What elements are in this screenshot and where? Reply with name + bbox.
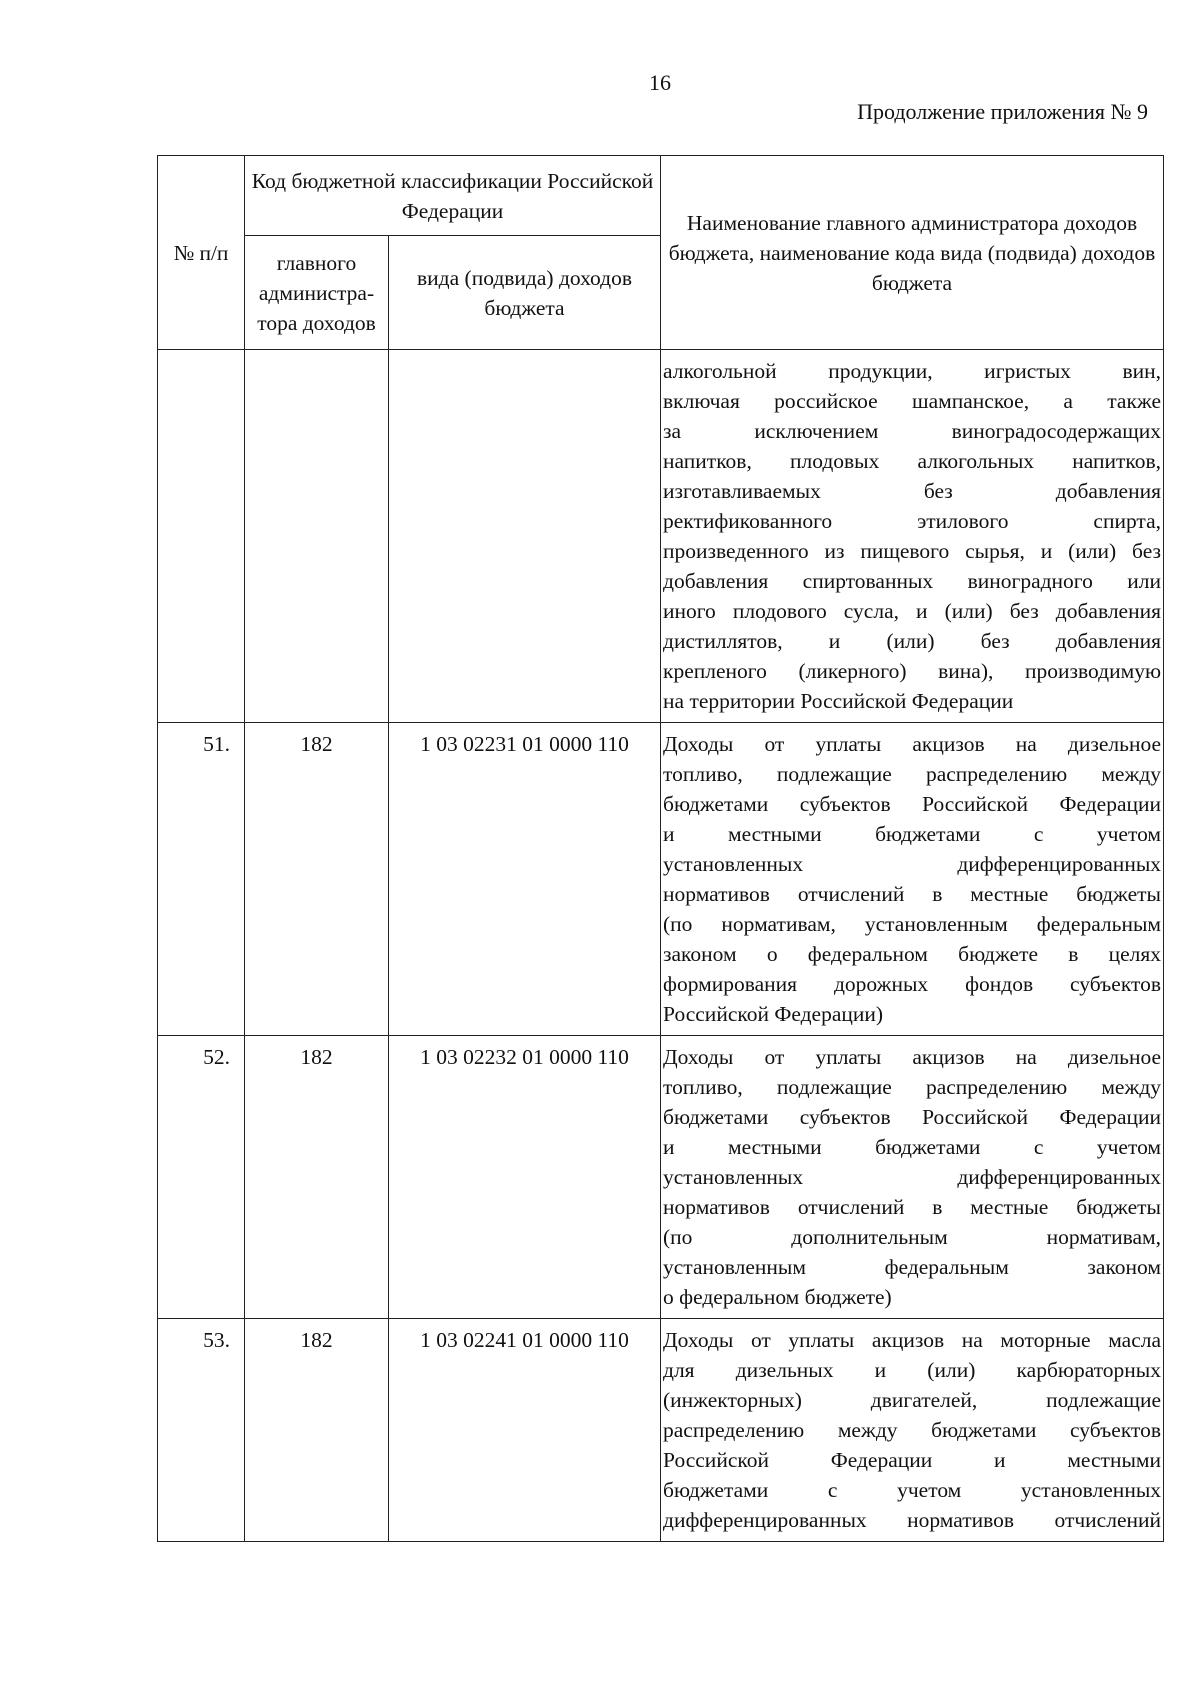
header-name: Наименование главного администратора доходов бюджета, наименование кода вида (подвида) доходов бюджета xyxy=(661,156,1164,350)
row-number-cell: 51. xyxy=(158,723,245,1036)
income-name-line: и местными бюджетами с учетом xyxy=(663,1135,1162,1159)
income-name-line: добавления спиртованных виноградного или xyxy=(663,569,1162,593)
income-kind-code-cell: 1 03 02241 01 0000 110 xyxy=(389,1319,661,1542)
income-name-line: напитков, плодовых алкогольных напитков, xyxy=(663,449,1162,473)
income-name-line: установленным федеральным законом xyxy=(663,1255,1162,1279)
income-name-line: Российской Федерации и местными xyxy=(663,1448,1162,1472)
income-name-line: включая российское шампанское, а также xyxy=(663,389,1162,413)
header-code-kind: вида (подвида) доходов бюджета xyxy=(389,236,661,350)
income-name-line: установленных дифференцированных xyxy=(663,852,1162,876)
admin-code-cell: 182 xyxy=(245,1319,389,1542)
income-name-line: Доходы от уплаты акцизов на дизельное xyxy=(663,1045,1162,1069)
income-name-line: алкогольной продукции, игристых вин, xyxy=(663,359,1162,383)
income-name-line: топливо, подлежащие распределению между xyxy=(663,762,1162,786)
admin-code-cell: 182 xyxy=(245,723,389,1036)
income-name-line: произведенного из пищевого сырья, и (или) без xyxy=(663,539,1162,563)
table-row xyxy=(158,1036,1164,1319)
income-name-line: крепленого (ликерного) вина), производимую xyxy=(663,659,1162,683)
income-name-cell xyxy=(661,723,1164,1036)
income-name-line: нормативов отчислений в местные бюджеты xyxy=(663,1195,1162,1219)
income-name-line: ректификованного этилового спирта, xyxy=(663,509,1162,533)
row-number-cell: 53. xyxy=(158,1319,245,1542)
income-name-line: для дизельных и (или) карбюраторных xyxy=(663,1358,1162,1382)
income-name-line: (инжекторных) двигателей, подлежащие xyxy=(663,1388,1162,1412)
income-kind-code-cell: 1 03 02231 01 0000 110 xyxy=(389,723,661,1036)
income-name-line: изготавливаемых без добавления xyxy=(663,479,1162,503)
income-name-line: распределению между бюджетами субъектов xyxy=(663,1418,1162,1442)
income-name-line: Российской Федерации) xyxy=(663,1002,884,1026)
income-name-cell xyxy=(661,1319,1164,1542)
budget-classification-table xyxy=(157,155,1164,1542)
income-name-line: иного плодового сусла, и (или) без добавления xyxy=(663,599,1162,623)
header-num: № п/п xyxy=(158,156,245,350)
income-name-line: за исключением виноградосодержащих xyxy=(663,419,1162,443)
row-number-cell xyxy=(158,350,245,723)
income-name-line: Доходы от уплаты акцизов на моторные масла xyxy=(663,1328,1162,1352)
income-name-cell xyxy=(661,1036,1164,1319)
table-row xyxy=(158,1319,1164,1542)
income-name-line: и местными бюджетами с учетом xyxy=(663,822,1162,846)
income-name-line: нормативов отчислений в местные бюджеты xyxy=(663,882,1162,906)
income-kind-code-cell: 1 03 02232 01 0000 110 xyxy=(389,1036,661,1319)
table-body xyxy=(158,350,1164,1542)
income-name-line: (по нормативам, установленным федеральным xyxy=(663,912,1162,936)
income-name-cell xyxy=(661,350,1164,723)
income-name-line: Доходы от уплаты акцизов на дизельное xyxy=(663,732,1162,756)
page-number: 16 xyxy=(649,70,671,95)
table-row xyxy=(158,723,1164,1036)
income-name-line: на территории Российской Федерации xyxy=(663,689,1014,713)
income-name-line: законом о федеральном бюджете в целях xyxy=(663,942,1162,966)
header-code-admin: главного администра-тора доходов xyxy=(245,236,389,350)
income-name-line: бюджетами субъектов Российской Федерации xyxy=(663,1105,1162,1129)
income-name-line: о федеральном бюджете) xyxy=(663,1285,892,1309)
row-number-cell: 52. xyxy=(158,1036,245,1319)
continuation-label: Продолжение приложения № 9 xyxy=(857,99,1148,124)
income-name-line: топливо, подлежащие распределению между xyxy=(663,1075,1162,1099)
income-name-line: установленных дифференцированных xyxy=(663,1165,1162,1189)
income-name-line: дифференцированных нормативов отчислений xyxy=(663,1508,1162,1532)
table-row xyxy=(158,350,1164,723)
income-name-line: (по дополнительным нормативам, xyxy=(663,1225,1162,1249)
admin-code-cell: 182 xyxy=(245,1036,389,1319)
income-name-line: формирования дорожных фондов субъектов xyxy=(663,972,1162,996)
admin-code-cell xyxy=(245,350,389,723)
income-kind-code-cell xyxy=(389,350,661,723)
income-name-line: бюджетами субъектов Российской Федерации xyxy=(663,792,1162,816)
income-name-line: бюджетами с учетом установленных xyxy=(663,1478,1162,1502)
income-name-line: дистиллятов, и (или) без добавления xyxy=(663,629,1162,653)
header-code-group: Код бюджетной классификации Российской Федерации xyxy=(245,156,661,236)
